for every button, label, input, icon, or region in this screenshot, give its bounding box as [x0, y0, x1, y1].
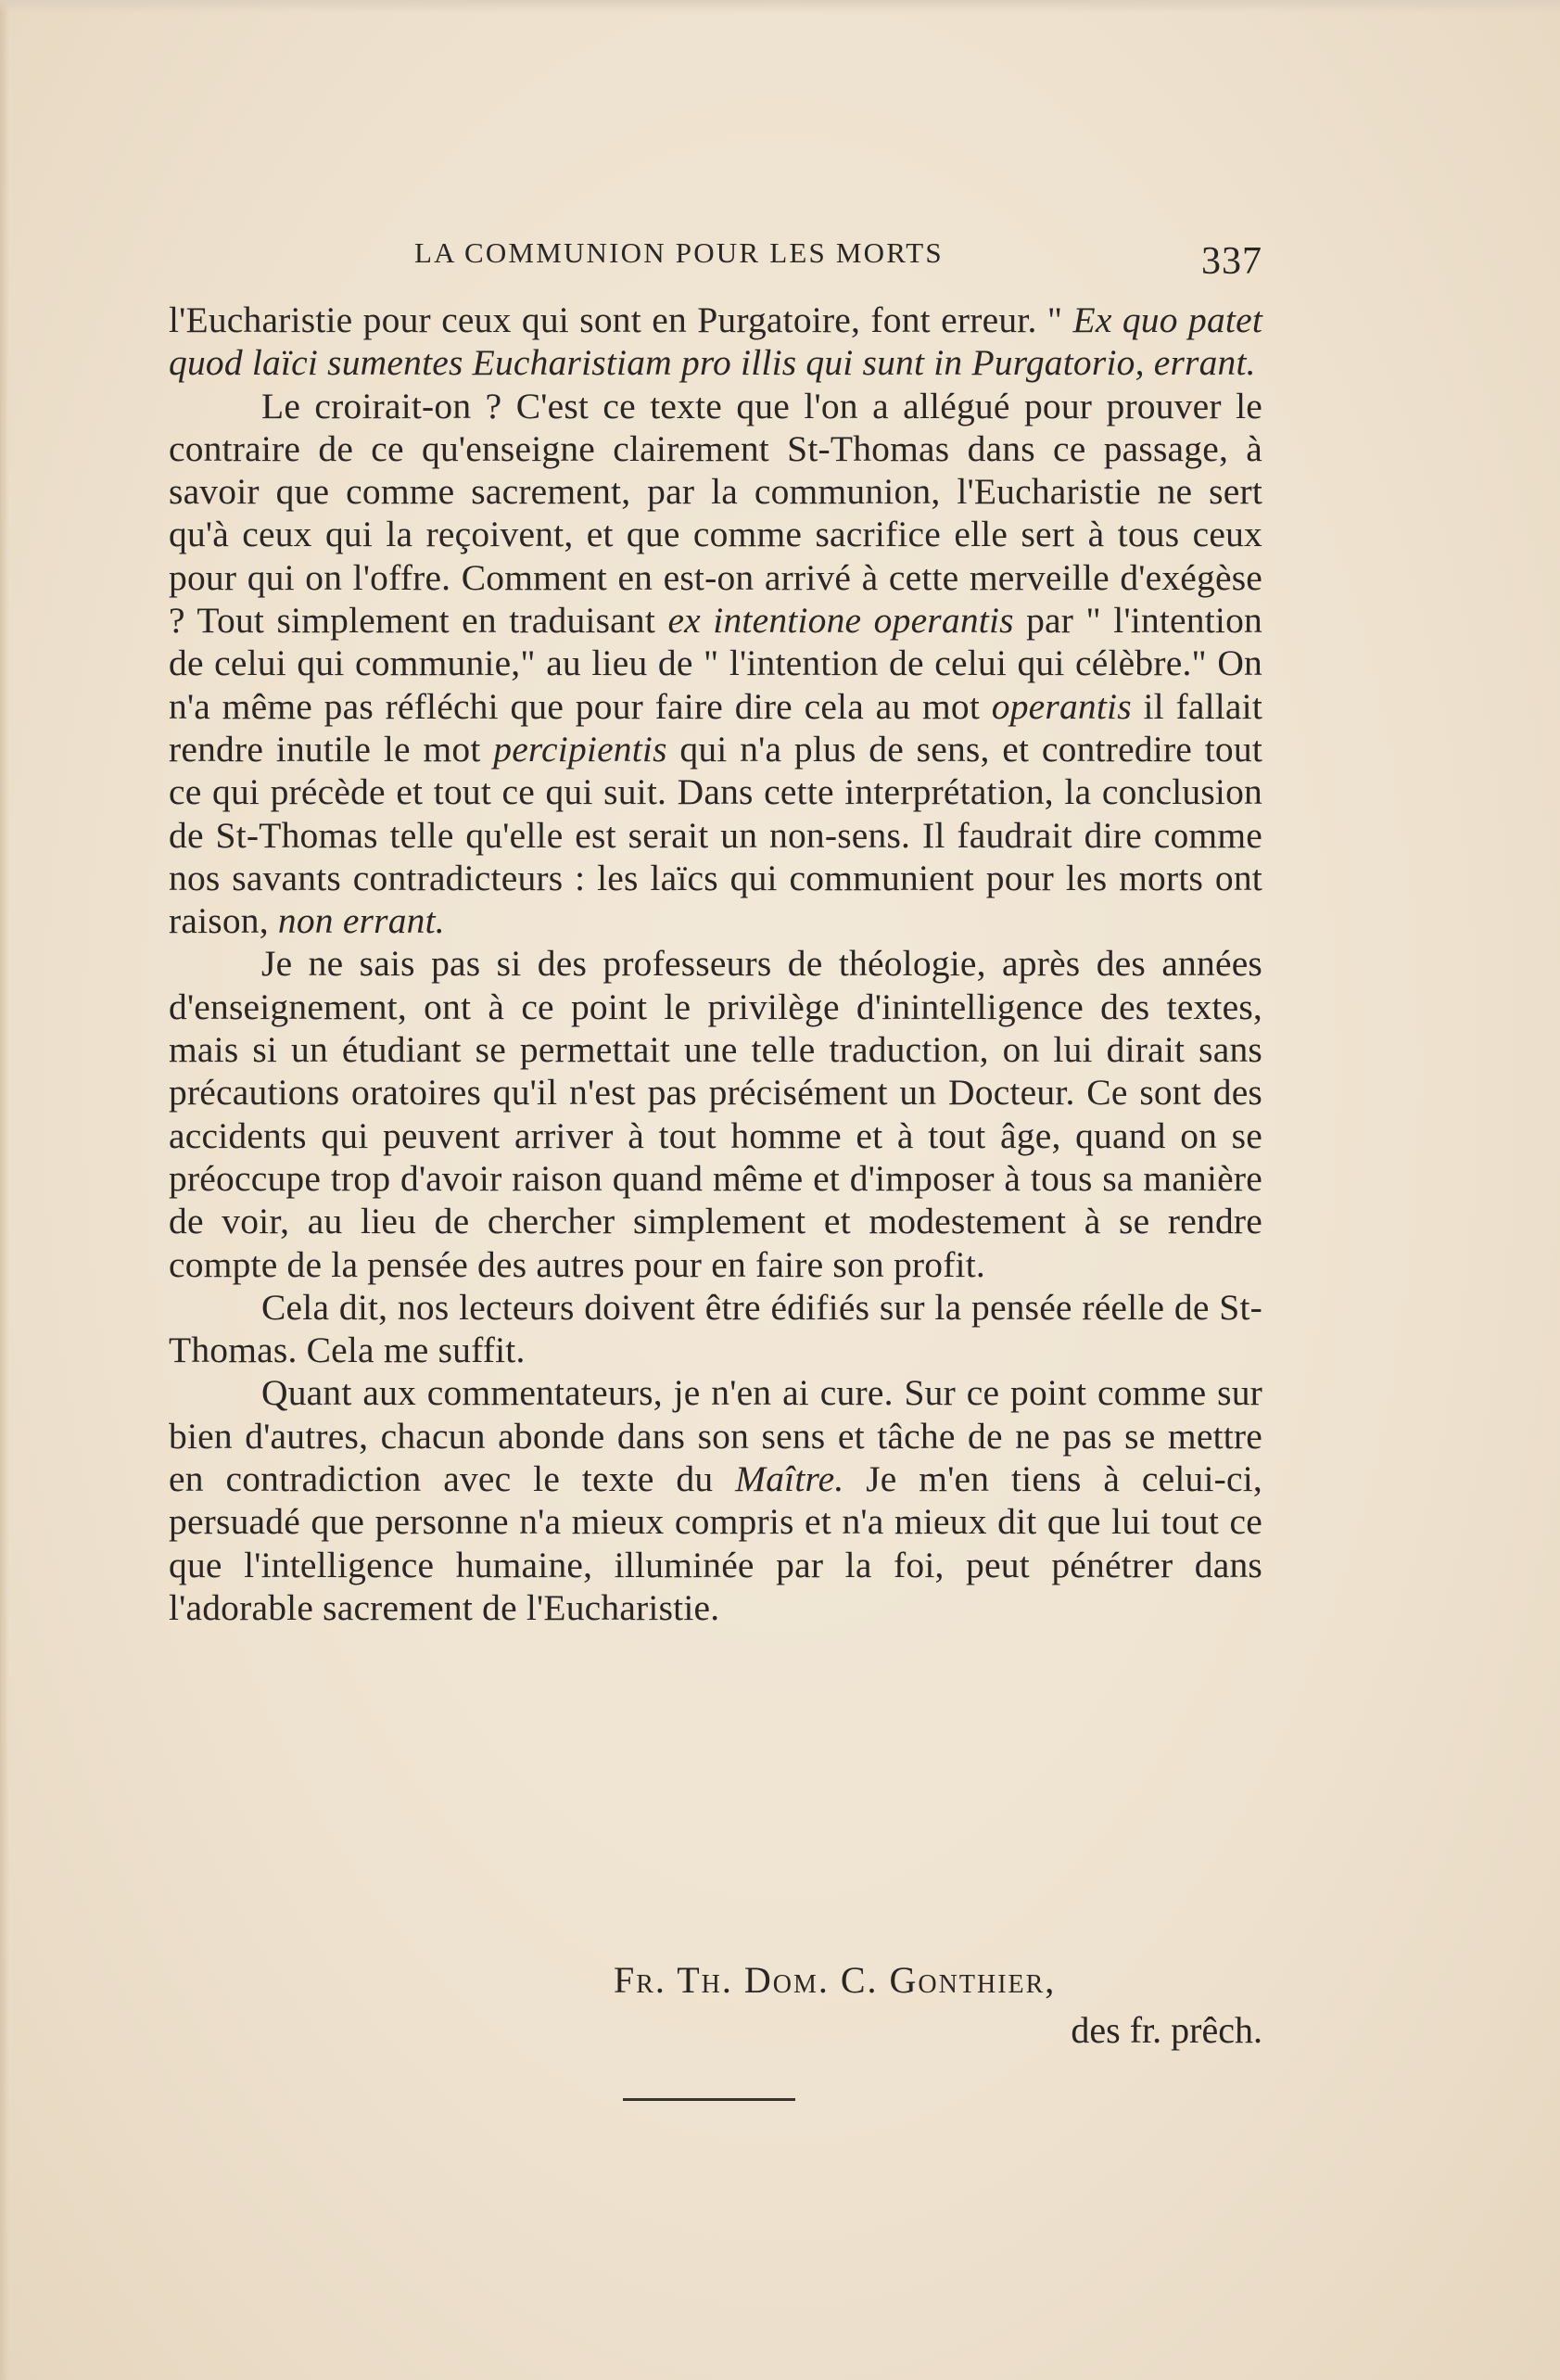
paragraph-2-text-b: par " l'intention de celui qui communie," au lieu de " l'intention de celui qui célèbre." On n'a même pas réfléchi que pour faire dire cela au mot	[169, 600, 1262, 727]
paragraph-3: Je ne sais pas si des professeurs de théologie, après des années d'enseignement, ont à ce point le privilège d'inintelligence des textes, mais si un étudiant se permettait une telle traduction, on lui dirait sans précautions oratoires qu'il n'est pas précisément un Docteur. Ce sont des accidents qui peuvent arriver à tout homme et à tout âge, quand on se préoccupe trop d'avoir raison quand même et d'imposer à tous sa manière de voir, au lieu de chercher simplement et modestement à se rendre compte de la pensée des autres pour en faire son profit.	[169, 943, 1262, 1285]
paragraph-4: Cela dit, nos lecteurs doivent être édifiés sur la pensée réelle de St-Thomas. Cela me suffit.	[169, 1286, 1262, 1371]
paragraph-2-text-a: Le croirait-on ? C'est ce texte que l'on a allégué pour prouver le contraire de ce qu'enseigne clairement St-Thomas dans ce passage, à savoir que comme sacrement, par la communion, l'Eucharistie ne sert qu'à ceux qui la reçoivent, et que comme sacrifice elle sert à tous ceux pour qui on l'offre. Comment en est-on arrivé à cette merveille d'exégèse ? Tout simplement en traduisant	[169, 385, 1262, 642]
paragraph-5-text-b: Je m'en tiens à celui-ci, persuadé que personne n'a mieux compris et n'a mieux dit que lui tout ce que l'intelligence humaine, illuminée par la foi, peut pénétrer dans l'adorable sacrement de l'Eucharistie.	[169, 1458, 1262, 1628]
italic-term-percipientis: percipientis	[493, 728, 667, 770]
latin-quotation: Ex quo patet quod laïci sumentes Eucharistiam pro illis qui sunt in Purgatorio, errant.	[169, 299, 1262, 384]
paragraph-5	[169, 1371, 1262, 1629]
paragraph-1	[169, 299, 1262, 385]
signature-block	[169, 1958, 1262, 2060]
page-number: 337	[1201, 240, 1262, 283]
page-top-shadow	[0, 0, 1560, 13]
author-order: des fr. prêch.	[1071, 2009, 1262, 2051]
italic-term-operantis: operantis	[991, 685, 1132, 727]
article-body	[169, 299, 1262, 1629]
end-rule	[623, 2098, 795, 2101]
page-edge-shadow	[0, 0, 9, 2380]
italic-term-intentione: ex intentione operantis	[667, 600, 1014, 642]
italic-term-maitre: Maître.	[735, 1458, 844, 1500]
paragraph-2-text-c: il fallait rendre inutile le mot	[169, 685, 1263, 770]
author-name: Fr. Th. Dom. C. Gonthier,	[614, 1959, 1057, 2001]
paragraph-5-text-a: Quant aux commentateurs, je n'en ai cure. Sur ce point comme sur bien d'autres, chacun abonde dans son sens et tâche de ne pas se mettre en contradiction avec le texte du	[169, 1372, 1262, 1500]
italic-term-non-errant: non errant.	[277, 900, 445, 942]
paragraph-2	[169, 385, 1262, 943]
paragraph-1-text: l'Eucharistie pour ceux qui sont en Purgatoire, font erreur. "	[169, 299, 1073, 340]
running-title: LA COMMUNION POUR LES MORTS	[414, 236, 944, 269]
paragraph-2-text-d: qui n'a plus de sens, et contredire tout ce qui précède et tout ce qui suit. Dans cette interprétation, la conclusion de St-Thomas telle qu'elle est serait un non-sens. Il faudrait dire comme nos savants contradicteurs : les laïcs qui communient pour les morts ont raison,	[169, 728, 1262, 942]
running-header	[169, 236, 1262, 292]
